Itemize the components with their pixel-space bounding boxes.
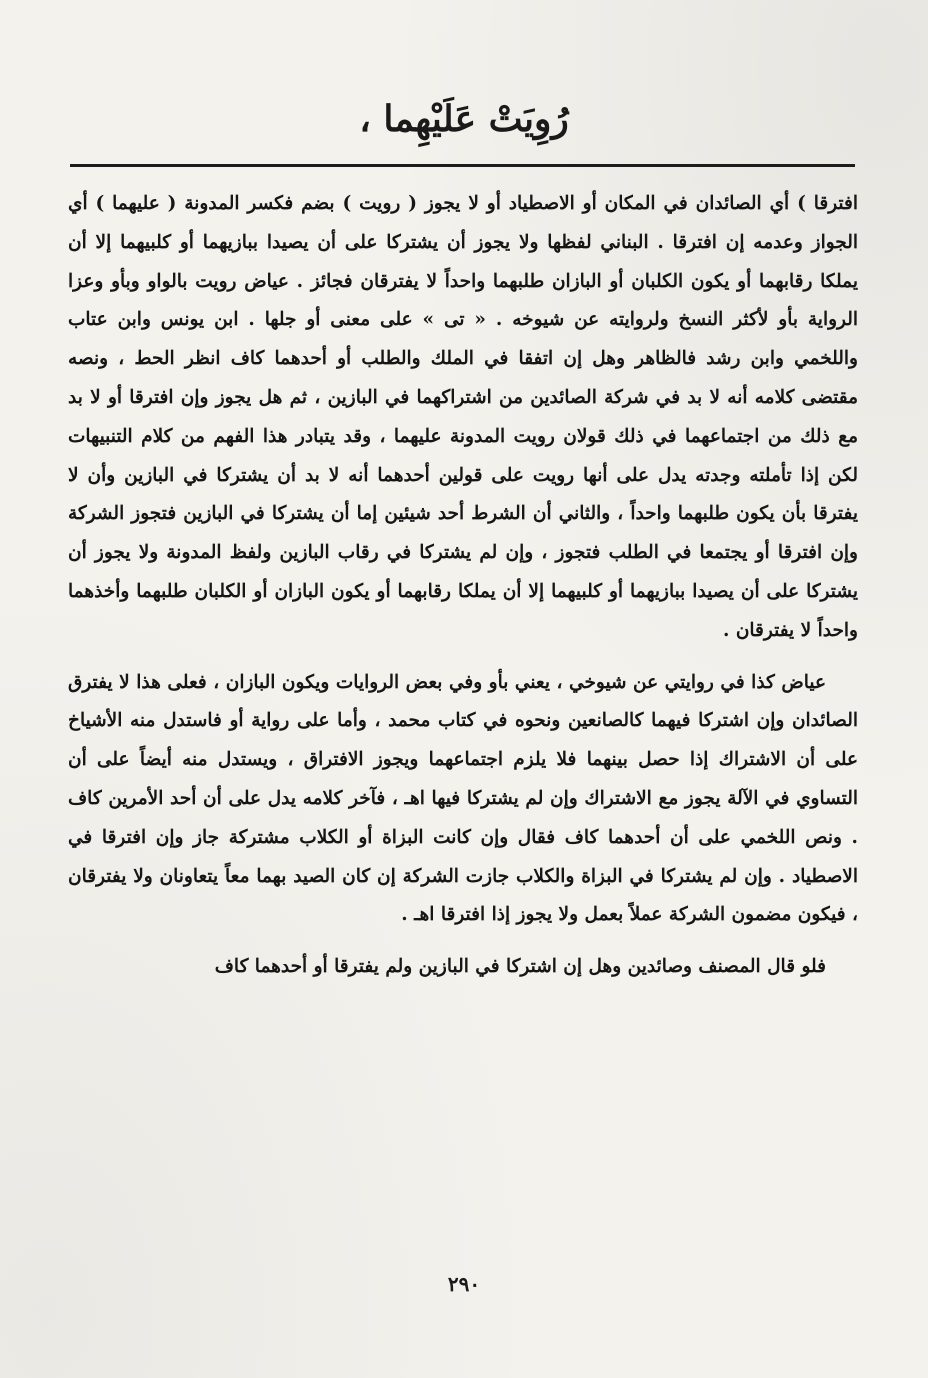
body-text	[68, 185, 858, 987]
paragraph-3: فلو قال المصنف وصائدين وهل إن اشتركا في البازين ولم يفترقا أو أحدهما كاف	[214, 956, 826, 978]
running-header-title: رُوِيَتْ عَلَيْهِما ،	[359, 98, 569, 140]
paragraph-1: افترقا ) أي الصائدان في المكان أو الاصطياد أو لا يجوز ( رويت ) بضم فكسر المدونة ( عليهما ) أي الجواز وعدمه إن افترقا . البناني لفظها ولا يجوز أن يشتركا على أن يصيدا ببازيهما أو كلبيهما إلا أن يملكا رقابهما أو يكون الكلبان أو البازان طلبهما واحداً لا يفترقان فجائز . عياض رويت بالواو وبأو وعزا الرواية بأو لأكثر النسخ ولروايته عن شيوخه . « تى » على معنى أو جلها . ابن يونس وابن عتاب واللخمي وابن رشد فالظاهر وهل إن اتفقا في الملك والطلب أو أحدهما كاف انظر الحط ، ونصه مقتضى كلامه أنه لا بد في شركة الصائدين من اشتراكهما في البازين ، ثم هل يجوز وإن افترقا أو لا بد مع ذلك من اجتماعهما في ذلك قولان رويت المدونة عليهما ، وقد يتبادر هذا الفهم من كلام التنبيهات لكن إذا تأملته وجدته يدل على أنها رويت على قولين أحدهما أنه لا بد أن يشتركا في البازين وأن لا يفترقا بأن يكون طلبهما واحداً ، والثاني أن الشرط أحد شيئين إما أن يشتركا في البازين فتجوز الشركة وإن افترقا أو يجتمعا في الطلب فتجوز ، وإن لم يشتركا في رقاب البازين ولفظ المدونة ولا يجوز أن يشتركا على أن يصيدا ببازيهما أو كلبيهما إلا أن يملكا رقابهما أو يكون البازان أو الكلبان طلبهما وأخذهما واحداً لا يفترقان .	[68, 193, 858, 641]
page-number: ٢٩٠	[447, 1272, 481, 1296]
header-divider-rule	[70, 164, 855, 167]
paragraph-2: عياض كذا في روايتي عن شيوخي ، يعني بأو وفي بعض الروايات ويكون البازان ، فعلى هذا لا يفترق الصائدان وإن اشتركا فيهما كالصانعين ونحوه في كتاب محمد ، وأما على رواية أو فاستدل منه الأشياخ على أن الاشتراك إذا حصل بينهما فلا يلزم اجتماعهما ويجوز الافتراق ، ويستدل منه أيضاً على أن التساوي في الآلة يجوز مع الاشتراك وإن لم يشتركا فيها اهـ ، فآخر كلامه يدل على أن أحد الأمرين كاف . ونص اللخمي على أن أحدهما كاف فقال وإن كانت البزاة أو الكلاب مشتركة جاز وإن افترقا في الاصطياد . وإن لم يشتركا في البزاة والكلاب جازت الشركة إن كان الصيد بهما معاً يتعاونان ولا يفترقان ، فيكون مضمون الشركة عملاً بعمل ولا يجوز إذا افترقا اهـ .	[68, 671, 858, 926]
